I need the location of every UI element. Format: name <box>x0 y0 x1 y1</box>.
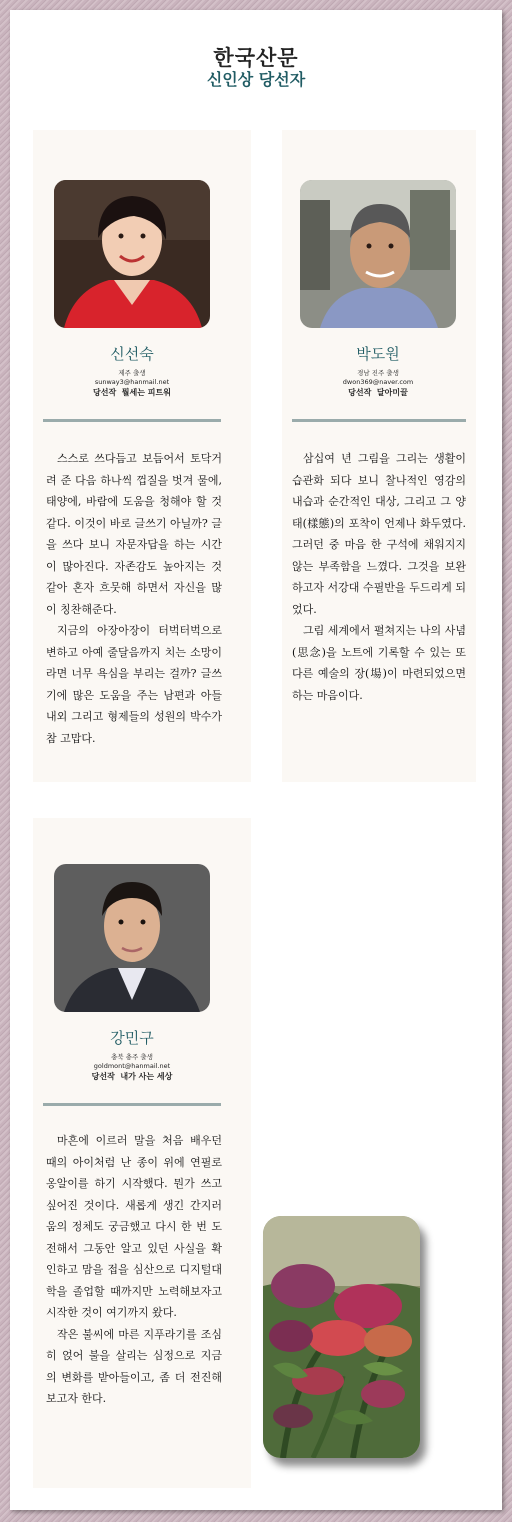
divider-1 <box>43 419 221 422</box>
essay-3-paragraph-2: 작은 불씨에 마른 지푸라기를 조심히 얹어 불을 살리는 심정으로 지금의 변화를 받아들이고, 좀 더 전진해 보고자 한다. <box>46 1327 222 1405</box>
work-title-3: 내가 사는 세상 <box>120 1072 173 1081</box>
award-title: 신인상 당선자 <box>206 70 306 89</box>
winner-photo-3 <box>54 864 210 1012</box>
essay-2-paragraph-1: 삼십여 년 그림을 그리는 생활이 습관화 되다 보니 찰나적인 영감의 내습과 순간적인 대상, 그리고 그 양태(樣態)의 포착이 언제나 화두였다. 그러던 중 마음 한 구석에 채워지지 않는 부족함을 느꼈다. 그것을 보완하고자 서강대 수필반을 두드리게 되었다. <box>292 452 466 616</box>
winner-name-3: 강민구 <box>110 1029 154 1047</box>
page-header <box>10 46 502 90</box>
essay-1-paragraph-1: 스스로 쓰다듬고 보듬어서 토닥거려 준 다음 하나씩 껍질을 벗겨 물에, 태양에, 바람에 도움을 청해야 할 것 같다. 이것이 바로 글쓰기 아닐까? 글을 쓰다 보니 자문자답을 하는 시간이 많아진다. 자존감도 높아지는 것 같아 혼자 흐뭇해 하면서 자신을 많이 칭찬해준다. <box>46 452 222 616</box>
essay-2-paragraph-2: 그림 세계에서 펼쳐지는 나의 사념(思念)을 노트에 기록할 수 있는 또 다른 예술의 장(場)이 마련되었으면 하는 마음이다. <box>292 624 466 702</box>
winner-photo-1 <box>54 180 210 328</box>
winner-meta-3 <box>54 1053 210 1083</box>
magazine-page <box>10 10 502 1510</box>
winner-hometown-1: 제주 출생 <box>118 369 146 377</box>
flower-painting <box>263 1216 420 1458</box>
work-title-1: 뭘세는 피트워 <box>121 388 171 397</box>
essay-2 <box>292 448 466 706</box>
winner-name-1: 신선숙 <box>110 345 154 363</box>
work-title-2: 달아미끌 <box>376 388 408 397</box>
work-label-3: 당선작 <box>91 1072 115 1081</box>
magazine-title: 한국산문 <box>213 46 299 70</box>
work-label-2: 당선작 <box>348 388 372 397</box>
winner-hometown-2: 경남 진주 출생 <box>357 369 399 377</box>
essay-3-paragraph-1: 마흔에 이르러 말을 처음 배우던 때의 아이처럼 난 종이 위에 연필로 옹알이를 하기 시작했다. 뭔가 쓰고 싶어진 것이다. 새롭게 생긴 간지러움의 정체도 궁금했고 다시 한 번 도전해서 그동안 알고 있던 사실을 확인하고 맘을 접을 심산으로 디지털대학을 졸업할 때까지만 노력해보자고 시작한 것이 여기까지 왔다. <box>46 1134 222 1319</box>
essay-3 <box>46 1130 222 1410</box>
winner-email-1: sunway3@hanmail.net <box>94 378 170 386</box>
work-label-1: 당선작 <box>93 388 117 397</box>
essay-1-paragraph-2: 지금의 아장아장이 터벅터벅으로 변하고 아예 줄달음까지 치는 소망이라면 너무 욕심을 부리는 걸까? 글쓰기에 많은 도움을 주는 남편과 아들 내외 그리고 형제들의 성원의 박수가 참 고맙다. <box>46 624 222 745</box>
winner-photo-2 <box>300 180 456 328</box>
winner-email-2: dwon369@naver.com <box>342 378 414 386</box>
winner-email-3: goldmont@hanmail.net <box>93 1062 171 1070</box>
winner-meta-2 <box>300 369 456 399</box>
essay-1 <box>46 448 222 749</box>
winner-meta-1 <box>54 369 210 399</box>
divider-3 <box>43 1103 221 1106</box>
winner-name-2: 박도원 <box>356 345 400 363</box>
divider-2 <box>292 419 466 422</box>
winner-hometown-3: 충북 충주 출생 <box>111 1053 153 1061</box>
